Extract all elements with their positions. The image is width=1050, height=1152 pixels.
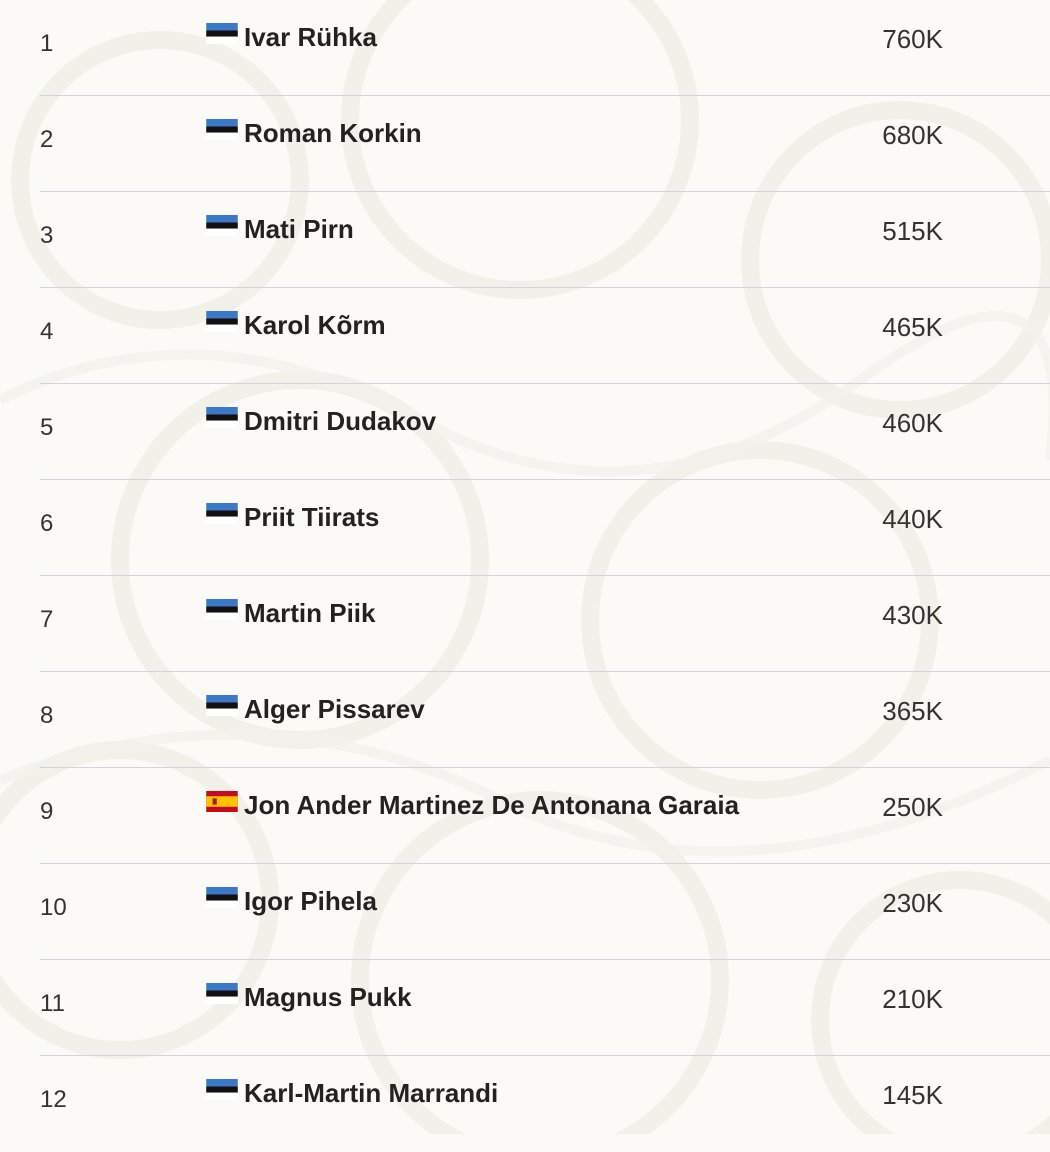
leaderboard-row [40,288,1050,384]
estonia-flag-icon [206,983,238,1004]
leaderboard-row [40,480,1050,576]
rank-number: 6 [40,510,54,537]
player-name: Igor Pihela [244,886,377,916]
prize-amount: 440K [882,504,943,534]
prize-amount: 465K [882,312,943,342]
prize-amount: 430K [882,600,943,630]
prize-amount: 680K [882,120,943,150]
rank-number: 4 [40,318,54,345]
rank-number: 8 [40,702,54,729]
rank-number: 11 [40,990,65,1017]
leaderboard-row [40,576,1050,672]
rank-number: 9 [40,798,54,825]
prize-amount: 515K [882,216,943,246]
estonia-flag-icon [206,695,238,716]
prize-amount: 230K [882,888,943,918]
rank-number: 10 [40,894,67,921]
leaderboard-row [40,0,1050,96]
player-name: Alger Pissarev [244,694,425,724]
leaderboard-row [40,960,1050,1056]
estonia-flag-icon [206,311,238,332]
leaderboard-row [40,768,1050,864]
rank-number: 7 [40,606,54,633]
prize-amount: 460K [882,408,943,438]
prize-amount: 365K [882,696,943,726]
player-name: Karl-Martin Marrandi [244,1078,499,1108]
estonia-flag-icon [206,119,238,140]
leaderboard-row [40,384,1050,480]
player-name: Jon Ander Martinez De Antonana Garaia [244,790,740,820]
leaderboard-row [40,1056,1050,1152]
prize-amount: 145K [882,1080,943,1110]
leaderboard-row [40,864,1050,960]
spain-flag-icon [206,791,238,812]
player-name: Mati Pirn [244,214,354,244]
player-name: Magnus Pukk [244,982,412,1012]
leaderboard-row [40,672,1050,768]
estonia-flag-icon [206,599,238,620]
estonia-flag-icon [206,887,238,908]
prize-amount: 760K [882,24,943,54]
rank-number: 5 [40,414,54,441]
player-name: Ivar Rühka [244,22,377,52]
player-name: Priit Tiirats [244,502,380,532]
rank-number: 3 [40,222,54,249]
estonia-flag-icon [206,215,238,236]
prize-amount: 210K [882,984,943,1014]
leaderboard-table [40,0,1050,1152]
player-name: Roman Korkin [244,118,422,148]
leaderboard-row [40,96,1050,192]
rank-number: 1 [40,30,54,57]
estonia-flag-icon [206,503,238,524]
player-name: Karol Kõrm [244,310,386,340]
player-name: Martin Piik [244,598,376,628]
estonia-flag-icon [206,1079,238,1100]
rank-number: 12 [40,1086,67,1113]
leaderboard-row [40,192,1050,288]
player-name: Dmitri Dudakov [244,406,437,436]
rank-number: 2 [40,126,54,153]
estonia-flag-icon [206,23,238,44]
estonia-flag-icon [206,407,238,428]
prize-amount: 250K [882,792,943,822]
